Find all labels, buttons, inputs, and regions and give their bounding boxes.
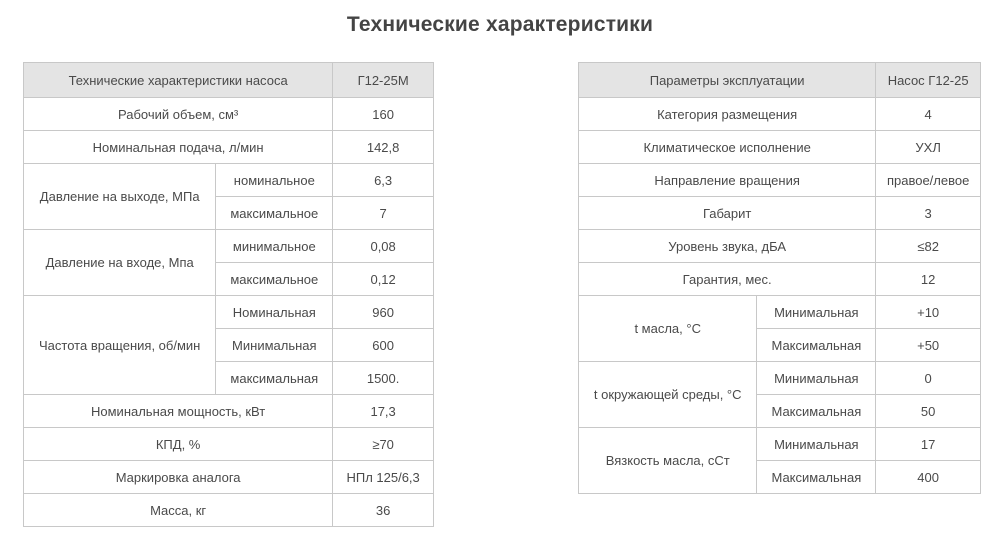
sub-label: Минимальная [216,329,333,362]
row-value: 6,3 [333,164,434,197]
row-value: 4 [876,98,981,131]
row-value: 17 [876,428,981,461]
table-row [579,263,981,296]
table-row [24,164,434,197]
row-label: Номинальная мощность, кВт [24,395,333,428]
pump-specs-table [23,62,434,527]
row-label: Масса, кг [24,494,333,527]
row-value: 3 [876,197,981,230]
table-header-row [579,63,981,98]
sub-label: максимальное [216,197,333,230]
sub-label: Максимальная [757,329,876,362]
sub-label: Минимальная [757,362,876,395]
row-value: 0,08 [333,230,434,263]
table-row [24,98,434,131]
row-value: 600 [333,329,434,362]
table-row [579,164,981,197]
row-label: Гарантия, мес. [579,263,876,296]
header-param: Параметры эксплуатации [579,63,876,98]
table-row [24,296,434,329]
row-value: 960 [333,296,434,329]
page-title: Технические характеристики [346,13,654,36]
row-label: Номинальная подача, л/мин [24,131,333,164]
sub-label: максимальная [216,362,333,395]
row-label: Направление вращения [579,164,876,197]
group-label: Давление на выходе, МПа [24,164,216,230]
header-value: Насос Г12-25 [876,63,981,98]
sub-label: Максимальная [757,395,876,428]
sub-label: Минимальная [757,296,876,329]
sub-label: Номинальная [216,296,333,329]
row-value: 36 [333,494,434,527]
sub-label: минимальное [216,230,333,263]
table-row [579,362,981,395]
table-row [24,461,434,494]
table-row [24,131,434,164]
row-value: 50 [876,395,981,428]
sub-label: максимальное [216,263,333,296]
table-row [24,428,434,461]
row-value: 400 [876,461,981,494]
row-value: 1500. [333,362,434,395]
group-label: t окружающей среды, °С [579,362,757,428]
header-value: Г12-25М [333,63,434,98]
sub-label: Минимальная [757,428,876,461]
row-value: НПл 125/6,3 [333,461,434,494]
row-value: 142,8 [333,131,434,164]
row-label: Габарит [579,197,876,230]
table-row [579,296,981,329]
table-row [24,494,434,527]
table-row [579,98,981,131]
group-label: t масла, °С [579,296,757,362]
row-value: 0,12 [333,263,434,296]
sub-label: номинальное [216,164,333,197]
table-row [579,230,981,263]
table-row [579,197,981,230]
row-value: правое/левое [876,164,981,197]
row-value: ≤82 [876,230,981,263]
group-label: Давление на входе, Мпа [24,230,216,296]
row-value: +50 [876,329,981,362]
sub-label: Максимальная [757,461,876,494]
table-row [24,395,434,428]
row-value: УХЛ [876,131,981,164]
operating-params-table [578,62,981,494]
row-value: +10 [876,296,981,329]
header-param: Технические характеристики насоса [24,63,333,98]
row-value: 17,3 [333,395,434,428]
row-label: Рабочий объем, см³ [24,98,333,131]
row-value: 160 [333,98,434,131]
row-label: КПД, % [24,428,333,461]
row-label: Маркировка аналога [24,461,333,494]
row-value: 0 [876,362,981,395]
row-label: Уровень звука, дБА [579,230,876,263]
table-row [579,131,981,164]
row-value: 7 [333,197,434,230]
row-label: Категория размещения [579,98,876,131]
table-row [24,230,434,263]
table-row [579,428,981,461]
row-label: Климатическое исполнение [579,131,876,164]
group-label: Вязкость масла, сСт [579,428,757,494]
row-value: ≥70 [333,428,434,461]
table-header-row [24,63,434,98]
group-label: Частота вращения, об/мин [24,296,216,395]
row-value: 12 [876,263,981,296]
